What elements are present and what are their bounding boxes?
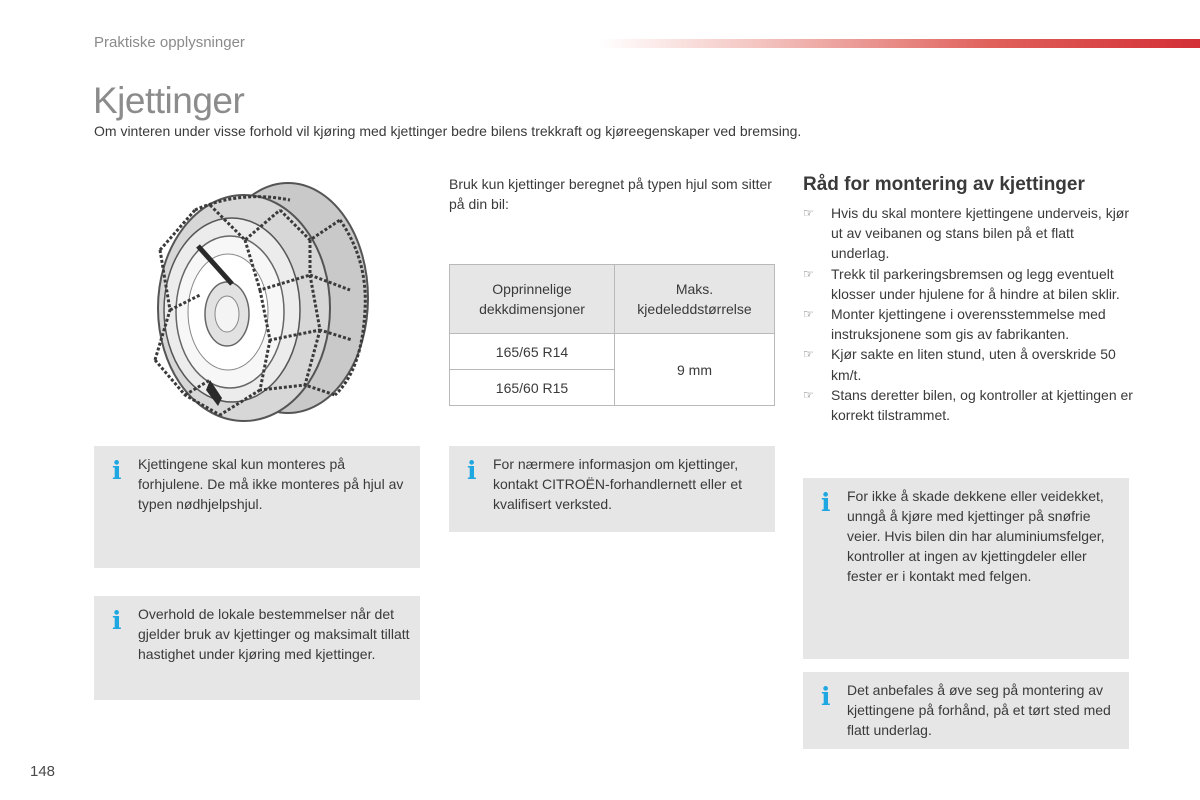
info-box-dealer-contact bbox=[449, 446, 775, 532]
tip-text: Stans deretter bilen, og kontroller at kjettingen er korrekt tilstrammet. bbox=[831, 386, 1133, 424]
section-label: Praktiske opplysninger bbox=[94, 34, 245, 51]
pointing-hand-icon: ☞ bbox=[803, 307, 814, 322]
info-text: Kjettingene skal kun monteres på forhjulene. De må ikke monteres på hjul av typen nødhjelpshjul. bbox=[138, 456, 404, 512]
header-accent-bar bbox=[600, 39, 1200, 48]
info-text: Det anbefales å øve seg på montering av kjettingene på forhånd, på et tørt sted med flatt underlag. bbox=[847, 682, 1111, 738]
pointing-hand-icon: ☞ bbox=[803, 266, 814, 281]
table-header-dimensions: Opprinnelige dekkdimensjoner bbox=[450, 265, 615, 334]
page-number: 148 bbox=[30, 763, 56, 780]
list-item bbox=[803, 304, 1133, 344]
table-cell-max-size: 9 mm bbox=[615, 334, 775, 406]
table-header-max-size: Maks. kjedeleddstørrelse bbox=[615, 265, 775, 334]
tip-text: Kjør sakte en liten stund, uten å overskride 50 km/t. bbox=[831, 346, 1116, 383]
info-icon: i bbox=[112, 456, 122, 485]
list-item bbox=[803, 385, 1133, 425]
chain-size-table bbox=[449, 264, 775, 406]
pointing-hand-icon: ☞ bbox=[803, 387, 814, 402]
info-icon: i bbox=[467, 456, 477, 485]
tip-text: Hvis du skal montere kjettingene underveis, kjør ut av veibanen og stans bilen på et flatt underlag. bbox=[831, 205, 1130, 262]
info-box-local-regulations bbox=[94, 596, 420, 700]
table-cell-dimension: 165/65 R14 bbox=[450, 334, 615, 370]
pointing-hand-icon: ☞ bbox=[803, 206, 814, 220]
info-icon: i bbox=[112, 606, 122, 635]
mounting-tips-list bbox=[803, 203, 1133, 425]
mounting-advice-heading: Råd for montering av kjettinger bbox=[803, 174, 1085, 195]
pointing-hand-icon: ☞ bbox=[803, 347, 814, 362]
info-text: For nærmere informasjon om kjettinger, kontakt CITROËN-forhandlernett eller et kvalifisert verksted. bbox=[493, 456, 742, 512]
tip-text: Trekk til parkeringsbremsen og legg eventuelt klosser under hjulene for å hindre at bilen sklir. bbox=[831, 265, 1120, 302]
page-title: Kjettinger bbox=[93, 80, 245, 121]
chain-type-instruction: Bruk kun kjettinger beregnet på typen hjul som sitter på din bil: bbox=[449, 176, 772, 212]
list-item bbox=[803, 203, 1133, 264]
intro-paragraph: Om vinteren under visse forhold vil kjøring med kjettinger bedre bilens trekkraft og kjøreegenskaper ved bremsing. bbox=[94, 123, 802, 139]
info-text: For ikke å skade dekkene eller veidekket, unngå å kjøre med kjettinger på snøfrie veier. Hvis bilen din har aluminiumsfelger, kontroller at ingen av kjettingdeler eller fester er i kontakt med felgen. bbox=[847, 488, 1105, 584]
wheel-with-snow-chain-illustration bbox=[140, 180, 380, 430]
tip-text: Monter kjettingene i overensstemmelse med instruksjonene som gis av fabrikanten. bbox=[831, 306, 1106, 343]
info-icon: i bbox=[821, 682, 831, 711]
list-item bbox=[803, 344, 1133, 384]
list-item bbox=[803, 264, 1133, 304]
info-text: Overhold de lokale bestemmelser når det gjelder bruk av kjettinger og maksimalt tillatt hastighet under kjøring med kjettinger. bbox=[138, 606, 410, 662]
info-box-snowfree-roads bbox=[803, 478, 1129, 659]
info-box-practice-mounting bbox=[803, 672, 1129, 749]
info-icon: i bbox=[821, 488, 831, 517]
info-box-front-wheels bbox=[94, 446, 420, 568]
table-cell-dimension: 165/60 R15 bbox=[450, 370, 615, 406]
